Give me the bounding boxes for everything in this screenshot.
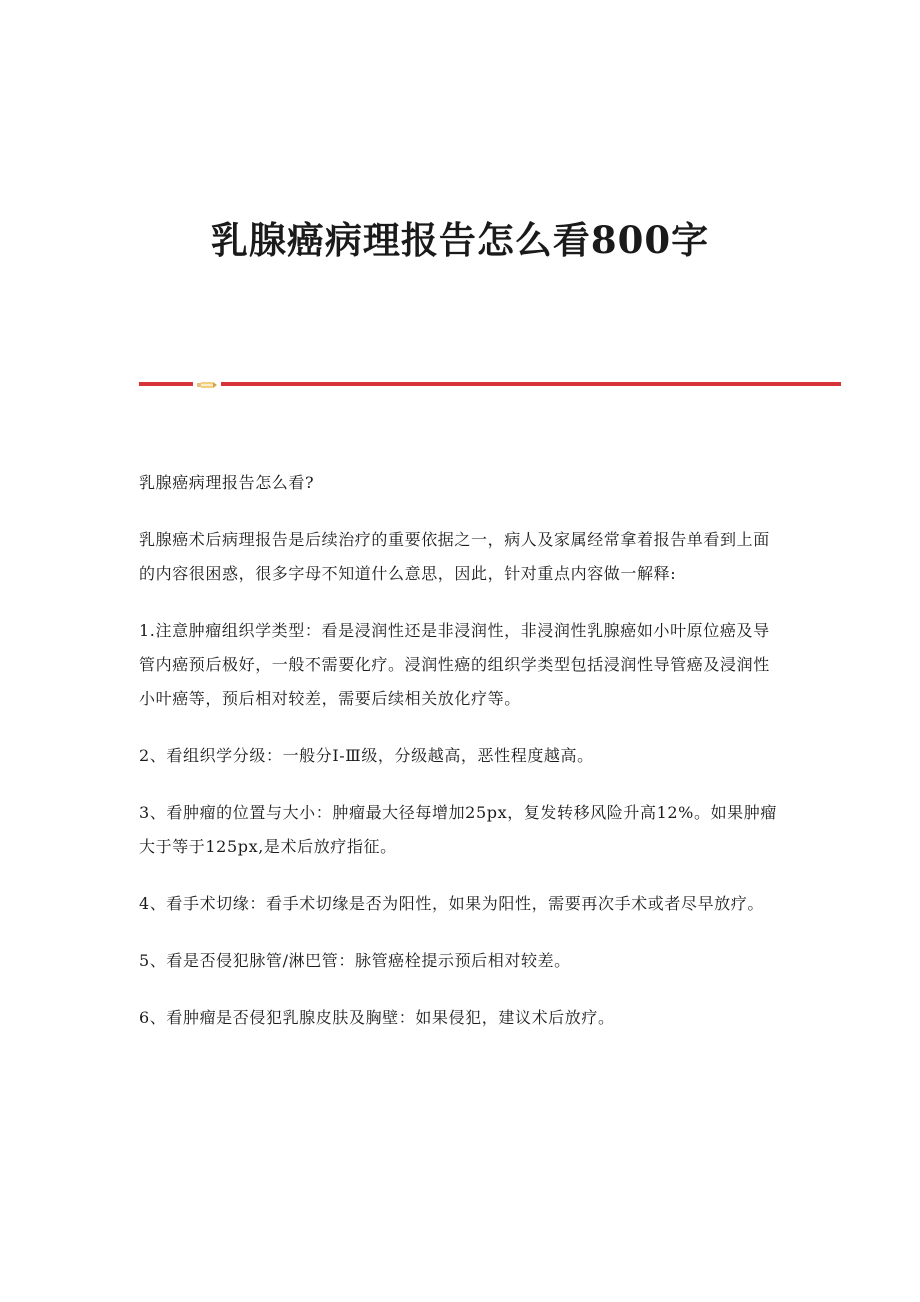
divider-line-right: [221, 382, 841, 386]
page-title: 乳腺癌病理报告怎么看800字: [210, 218, 710, 262]
paragraph-point-1: 1.注意肿瘤组织学类型：看是浸润性还是非浸润性，非浸润性乳腺癌如小叶原位癌及导管内癌预后极好，一般不需要化疗。浸润性癌的组织学类型包括浸润性导管癌及浸润性小叶癌等，预后相对较差，需要后续相关放化疗等。: [139, 621, 770, 708]
pencil-ornament-icon: [197, 381, 217, 389]
paragraph-intro: 乳腺癌术后病理报告是后续治疗的重要依据之一，病人及家属经常拿着报告单看到上面的内容很困惑，很多字母不知道什么意思，因此，针对重点内容做一解释:: [139, 530, 770, 583]
document-body: [139, 466, 784, 1058]
paragraph-point-4: 4、看手术切缘：看手术切缘是否为阳性，如果为阳性，需要再次手术或者尽早放疗。: [139, 894, 764, 913]
divider-line-left: [139, 382, 193, 386]
paragraph-question: 乳腺癌病理报告怎么看?: [139, 473, 315, 492]
paragraph-point-5: 5、看是否侵犯脉管/淋巴管：脉管癌栓提示预后相对较差。: [139, 951, 571, 970]
title-divider: [139, 379, 841, 391]
paragraph-point-2: 2、看组织学分级：一般分Ⅰ-Ⅲ级，分级越高，恶性程度越高。: [139, 746, 594, 765]
paragraph-point-6: 6、看肿瘤是否侵犯乳腺皮肤及胸壁：如果侵犯，建议术后放疗。: [139, 1008, 615, 1027]
paragraph-point-3: 3、看肿瘤的位置与大小：肿瘤最大径每增加25px，复发转移风险升高12%。如果肿瘤大于等于125px,是术后放疗指征。: [139, 803, 777, 856]
